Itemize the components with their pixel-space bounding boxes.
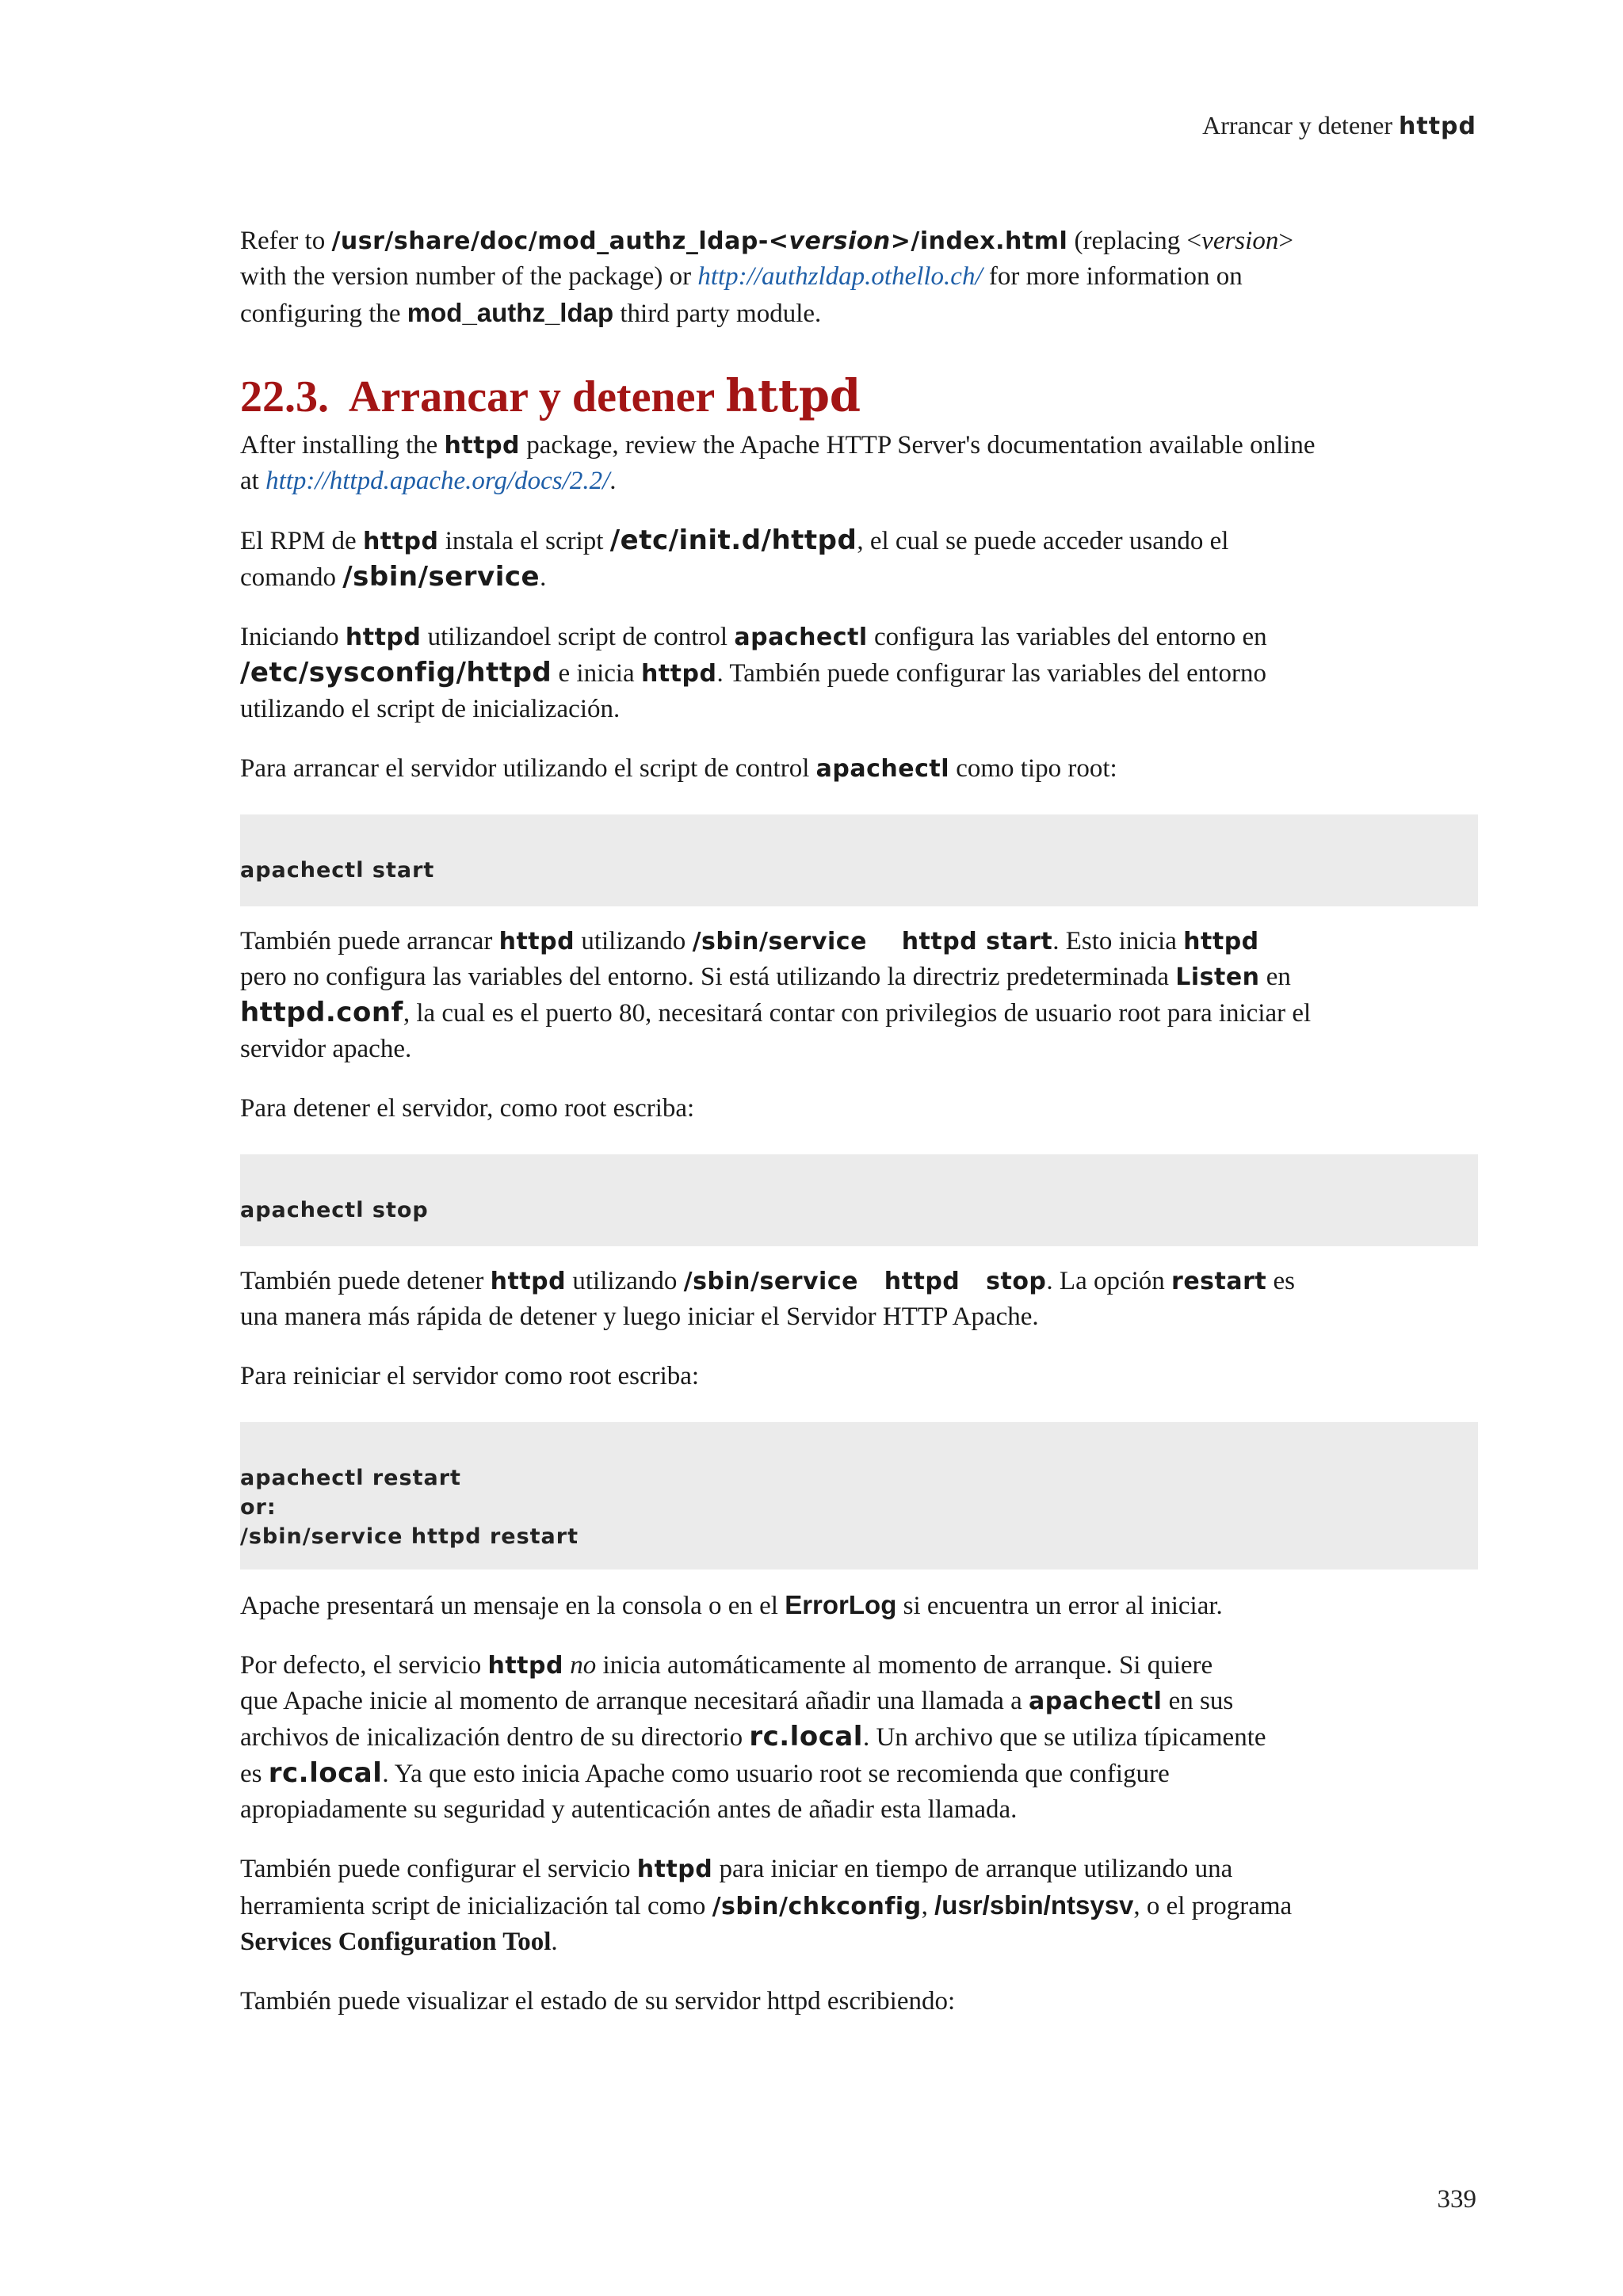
code-term: rc.local	[268, 1757, 383, 1789]
text: . Un archivo que se utiliza típicamente	[862, 1723, 1266, 1752]
text: archivos de inicalización dentro de su directorio	[240, 1723, 750, 1752]
text: package, review the Apache HTTP Server's documentation available online	[520, 431, 1316, 460]
text: >	[1278, 227, 1293, 255]
text: Refer to	[240, 227, 332, 255]
text: También puede detener	[240, 1267, 491, 1295]
code-term: httpd	[345, 624, 422, 651]
code-term: apachectl	[734, 624, 868, 651]
path-italic: version	[789, 227, 891, 255]
paragraph-5	[240, 924, 1478, 1067]
paragraph-9	[240, 1587, 1478, 1624]
code-term: httpd.conf	[240, 997, 403, 1028]
text: at	[240, 467, 266, 495]
path: /usr/share/doc/mod_authz_ldap-<	[331, 227, 789, 255]
paragraph-4	[240, 751, 1478, 787]
text: . Ya que esto inicia Apache como usuario root se recomienda que configure	[382, 1760, 1170, 1788]
text: en	[1259, 963, 1291, 991]
page-number: 339	[1437, 2185, 1476, 2214]
section-title: Arrancar y detener	[348, 372, 726, 421]
code-line: /sbin/service httpd restart	[240, 1524, 579, 1549]
text: third party module.	[613, 299, 822, 328]
code-term: httpd	[636, 1855, 713, 1883]
running-header	[1202, 111, 1476, 140]
code-line: apachectl start	[240, 858, 435, 883]
paragraph-6	[240, 1091, 1478, 1127]
text: También puede visualizar el estado de su servidor httpd escribiendo:	[240, 1987, 956, 2016]
code-term: httpd	[487, 1652, 563, 1680]
text: . La opción	[1046, 1267, 1172, 1295]
section-heading	[240, 368, 1478, 425]
text: . También puede configurar las variables del entorno	[716, 659, 1266, 688]
text: utilizandoel script de control	[421, 623, 735, 651]
code-line: apachectl stop	[240, 1198, 429, 1222]
code-term: ErrorLog	[785, 1590, 897, 1619]
text: El RPM de	[240, 527, 363, 555]
code-line: or:	[240, 1495, 277, 1520]
code-term: httpd	[640, 660, 717, 688]
paragraph-7	[240, 1264, 1478, 1335]
code-term: /sbin/service httpd stop	[683, 1268, 1047, 1295]
code-term: /usr/sbin/ntsysv	[934, 1890, 1134, 1920]
text: pero no configura las variables del entorno. Si está utilizando la directriz predeterminada	[240, 963, 1176, 991]
text: Para reiniciar el servidor como root escriba:	[240, 1362, 700, 1390]
text: with the version number of the package) or	[240, 262, 698, 291]
text: configuring the	[240, 299, 407, 328]
text: ,	[921, 1892, 935, 1920]
text: es	[1266, 1267, 1295, 1295]
paragraph-2	[240, 523, 1478, 596]
text: for more information on	[982, 262, 1243, 291]
text: , o el programa	[1133, 1892, 1293, 1920]
text: (replacing <	[1067, 227, 1202, 255]
text: .	[540, 563, 547, 592]
code-term: httpd	[1183, 928, 1259, 955]
paragraph-8	[240, 1359, 1478, 1394]
path: >/index.html	[890, 227, 1068, 255]
text: Para detener el servidor, como root escriba:	[240, 1094, 695, 1123]
text: para iniciar en tiempo de arranque utilizando una	[712, 1855, 1233, 1883]
apache-docs-link[interactable]: http://httpd.apache.org/docs/2.2/	[265, 467, 610, 495]
text: como tipo root:	[949, 754, 1117, 783]
header-text: Arrancar y detener	[1202, 111, 1399, 139]
text: si encuentra un error al iniciar.	[896, 1592, 1223, 1620]
text: .	[609, 467, 617, 495]
text: apropiadamente su seguridad y autenticación antes de añadir esta llamada.	[240, 1795, 1018, 1824]
code-term: /etc/init.d/httpd	[609, 524, 857, 556]
code-term: apachectl	[815, 755, 949, 783]
code-term: apachectl	[1029, 1688, 1163, 1715]
text: herramienta script de inicialización tal como	[240, 1892, 712, 1920]
text: .	[551, 1928, 558, 1956]
tool-name: Services Configuration Tool	[240, 1928, 552, 1956]
text: una manera más rápida de detener y luego iniciar el Servidor HTTP Apache.	[240, 1302, 1039, 1331]
paragraph-11	[240, 1852, 1478, 1960]
text: que Apache inicie al momento de arranque necesitará añadir una llamada a	[240, 1687, 1029, 1715]
authzldap-link[interactable]: http://authzldap.othello.ch/	[697, 262, 983, 291]
text: configura las variables del entorno en	[867, 623, 1267, 651]
text: comando	[240, 563, 343, 592]
code-term: httpd	[498, 928, 575, 955]
code-term: httpd	[444, 432, 521, 460]
text: instala el script	[438, 527, 610, 555]
code-block-start	[240, 814, 1478, 906]
header-bold: httpd	[1399, 113, 1476, 140]
text: También puede configurar el servicio	[240, 1855, 637, 1883]
code-term: restart	[1171, 1268, 1267, 1295]
code-term: /sbin/service httpd start	[692, 928, 1053, 955]
text	[563, 1651, 570, 1680]
text: servidor apache.	[240, 1035, 412, 1063]
text: en sus	[1162, 1687, 1234, 1715]
paragraph-1	[240, 428, 1478, 499]
paragraph-3	[240, 620, 1478, 727]
text: , la cual es el puerto 80, necesitará contar con privilegios de usuario root para iniciar el	[403, 999, 1312, 1028]
text: También puede arrancar	[240, 927, 499, 955]
code-term: /sbin/service	[342, 561, 540, 593]
text: Para arrancar el servidor utilizando el script de control	[240, 754, 816, 783]
code-term: rc.local	[749, 1721, 863, 1753]
page-content	[240, 223, 1478, 2019]
text: es	[240, 1760, 269, 1788]
code-term: httpd	[362, 528, 439, 555]
module-name: mod_authz_ldap	[407, 298, 614, 327]
text: inicia automáticamente al momento de arranque. Si quiere	[596, 1651, 1213, 1680]
code-term: /sbin/chkconfig	[712, 1893, 922, 1920]
text: After installing the	[240, 431, 445, 460]
code-term: Listen	[1175, 963, 1260, 991]
text: Apache presentará un mensaje en la consola o en el	[240, 1592, 785, 1620]
paragraph-10	[240, 1648, 1478, 1828]
text-italic: version	[1201, 227, 1279, 255]
code-block-stop	[240, 1154, 1478, 1246]
text: Por defecto, el servicio	[240, 1651, 488, 1680]
code-term: /etc/sysconfig/httpd	[240, 657, 552, 688]
text: utilizando	[575, 927, 693, 955]
code-term: httpd	[490, 1268, 567, 1295]
text: Iniciando	[240, 623, 346, 651]
text: utilizando	[566, 1267, 684, 1295]
section-number: 22.3.	[240, 372, 329, 421]
text-italic: no	[570, 1651, 597, 1680]
code-block-restart	[240, 1422, 1478, 1569]
intro-paragraph	[240, 223, 1478, 332]
text: e inicia	[552, 659, 641, 688]
text: . Esto inicia	[1052, 927, 1184, 955]
paragraph-12	[240, 1984, 1478, 2019]
text: , el cual se puede acceder usando el	[857, 527, 1229, 555]
code-line: apachectl restart	[240, 1466, 461, 1490]
text: utilizando el script de inicialización.	[240, 695, 621, 723]
section-title-bold: httpd	[725, 370, 861, 422]
